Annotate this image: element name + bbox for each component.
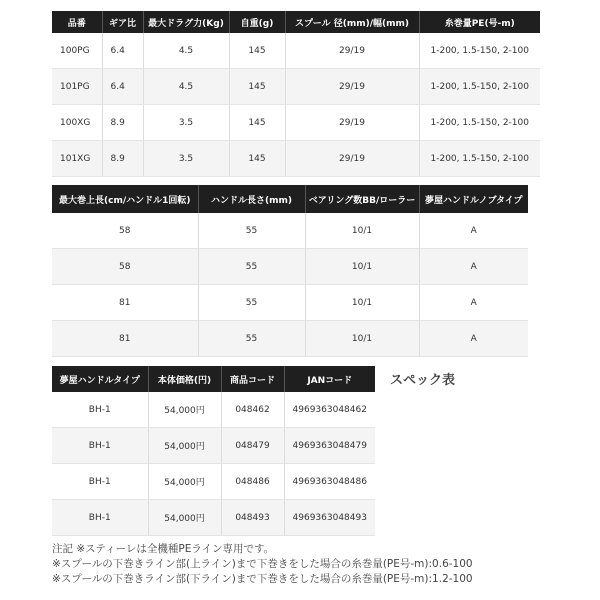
cell-price: 54,000円 (148, 392, 221, 428)
cell-price: 54,000円 (148, 500, 221, 536)
cell-jan-code: 4969363048479 (284, 428, 375, 464)
table-row (52, 392, 375, 428)
table-row (52, 500, 375, 536)
col-header-handle-length: ハンドル長さ(mm) (198, 185, 305, 213)
col-header-weight: 自重(g) (229, 11, 285, 33)
cell-gear-ratio: 6.4 (102, 33, 143, 69)
col-header-jan-code: JANコード (284, 366, 375, 392)
cell-bearings: 10/1 (305, 321, 419, 357)
cell-line-capacity: 1-200, 1.5-150, 2-100 (419, 69, 540, 105)
cell-line-capacity: 1-200, 1.5-150, 2-100 (419, 105, 540, 141)
cell-line-capacity: 1-200, 1.5-150, 2-100 (419, 141, 540, 177)
cell-jan-code: 4969363048493 (284, 500, 375, 536)
table-header-row (52, 185, 528, 213)
cell-jan-code: 4969363048462 (284, 392, 375, 428)
cell-handle-type: BH-1 (52, 500, 148, 536)
cell-price: 54,000円 (148, 428, 221, 464)
table-header-row (52, 11, 540, 33)
cell-knob-type: A (419, 249, 528, 285)
cell-handle-length: 55 (198, 285, 305, 321)
cell-weight: 145 (229, 33, 285, 69)
col-header-spool-size: スプール 径(mm)/幅(mm) (285, 11, 419, 33)
cell-handle-type: BH-1 (52, 464, 148, 500)
cell-max-retrieve: 58 (52, 213, 198, 249)
cell-bearings: 10/1 (305, 285, 419, 321)
spec-table-title: スペック表 (390, 373, 456, 388)
col-header-max-retrieve: 最大巻上長(cm/ハンドル1回転) (52, 185, 198, 213)
col-header-knob-type: 夢屋ハンドルノブタイプ (419, 185, 528, 213)
notes-section (52, 542, 473, 587)
cell-gear-ratio: 8.9 (102, 141, 143, 177)
cell-spool-size: 29/19 (285, 33, 419, 69)
cell-spool-size: 29/19 (285, 141, 419, 177)
table-row (52, 428, 375, 464)
cell-part-number: 100XG (52, 105, 102, 141)
table-row (52, 321, 528, 357)
spec-table-main (52, 11, 540, 177)
cell-weight: 145 (229, 69, 285, 105)
note-line: 注記 ※スティーレは全機種PEライン専用です。 (52, 543, 275, 555)
cell-weight: 145 (229, 141, 285, 177)
cell-jan-code: 4969363048486 (284, 464, 375, 500)
spec-table-handle (52, 185, 528, 357)
cell-handle-type: BH-1 (52, 428, 148, 464)
col-header-line-capacity: 糸巻量PE(号-m) (419, 11, 540, 33)
cell-gear-ratio: 8.9 (102, 105, 143, 141)
table-row (52, 69, 540, 105)
table-row (52, 105, 540, 141)
col-header-bearings: ベアリング数BB/ローラー (305, 185, 419, 213)
col-header-handle-type: 夢屋ハンドルタイプ (52, 366, 148, 392)
cell-max-retrieve: 81 (52, 285, 198, 321)
cell-price: 54,000円 (148, 464, 221, 500)
cell-max-retrieve: 81 (52, 321, 198, 357)
table-row (52, 33, 540, 69)
cell-weight: 145 (229, 105, 285, 141)
cell-part-number: 101XG (52, 141, 102, 177)
note-line: ※スプールの下巻きライン部(上ライン)まで下巻きをした場合の糸巻量(PE号-m):0.6-100 (52, 558, 473, 570)
cell-product-code: 048486 (221, 464, 284, 500)
cell-knob-type: A (419, 285, 528, 321)
table-row (52, 464, 375, 500)
cell-handle-length: 55 (198, 213, 305, 249)
cell-handle-type: BH-1 (52, 392, 148, 428)
cell-knob-type: A (419, 321, 528, 357)
cell-product-code: 048479 (221, 428, 284, 464)
cell-spool-size: 29/19 (285, 105, 419, 141)
note-line: ※スプールの下巻きライン部(下ライン)まで下巻きをした場合の糸巻量(PE号-m):1.2-100 (52, 573, 473, 585)
cell-handle-length: 55 (198, 249, 305, 285)
cell-part-number: 101PG (52, 69, 102, 105)
cell-spool-size: 29/19 (285, 69, 419, 105)
col-header-gear-ratio: ギア比 (102, 11, 143, 33)
cell-bearings: 10/1 (305, 249, 419, 285)
cell-max-drag: 4.5 (143, 33, 229, 69)
cell-handle-length: 55 (198, 321, 305, 357)
cell-max-retrieve: 58 (52, 249, 198, 285)
table-row (52, 141, 540, 177)
col-header-product-code: 商品コード (221, 366, 284, 392)
table-row (52, 213, 528, 249)
cell-gear-ratio: 6.4 (102, 69, 143, 105)
table-header-row (52, 366, 375, 392)
col-header-max-drag: 最大ドラグ力(Kg) (143, 11, 229, 33)
col-header-price: 本体価格(円) (148, 366, 221, 392)
cell-product-code: 048462 (221, 392, 284, 428)
cell-max-drag: 4.5 (143, 69, 229, 105)
cell-line-capacity: 1-200, 1.5-150, 2-100 (419, 33, 540, 69)
cell-max-drag: 3.5 (143, 141, 229, 177)
cell-bearings: 10/1 (305, 213, 419, 249)
cell-max-drag: 3.5 (143, 105, 229, 141)
cell-part-number: 100PG (52, 33, 102, 69)
table-row (52, 249, 528, 285)
spec-table-price (52, 366, 375, 536)
cell-product-code: 048493 (221, 500, 284, 536)
col-header-part-number: 品番 (52, 11, 102, 33)
cell-knob-type: A (419, 213, 528, 249)
table-row (52, 285, 528, 321)
